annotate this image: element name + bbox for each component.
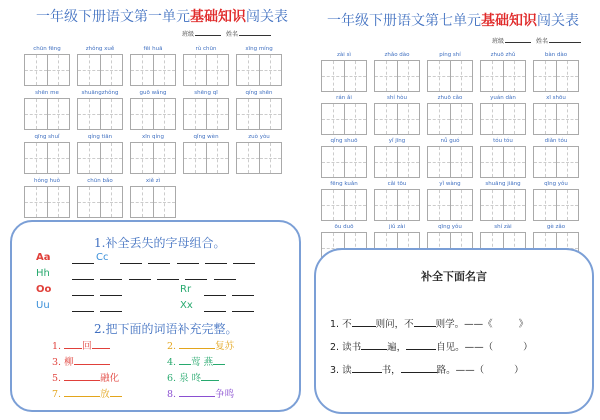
tian-zi-box[interactable] xyxy=(344,147,367,177)
pinyin-label: qíng tiān xyxy=(87,134,113,140)
left-sheet-title: 一年级下册语文第一单元基础知识闯关表 xyxy=(36,9,288,25)
tian-zi-box[interactable] xyxy=(153,99,176,129)
pinyin-cell xyxy=(427,93,473,135)
pinyin-label: yuán dàn xyxy=(490,95,516,101)
tian-zi-box[interactable] xyxy=(25,55,47,85)
tian-zi-box[interactable] xyxy=(556,61,579,91)
pinyin-cell xyxy=(480,93,526,135)
pinyin-label: guō wǎng xyxy=(139,90,167,96)
tian-zi-box[interactable] xyxy=(25,143,47,173)
writing-boxes[interactable] xyxy=(183,142,229,174)
tian-zi-box[interactable] xyxy=(503,104,526,134)
pinyin-label: chūn bǎo xyxy=(87,178,113,184)
tian-zi-box[interactable] xyxy=(450,147,473,177)
tian-zi-box[interactable] xyxy=(47,99,70,129)
tian-zi-box[interactable] xyxy=(375,104,397,134)
pinyin-cell xyxy=(236,132,282,174)
tian-zi-box[interactable] xyxy=(153,55,176,85)
pinyin-cell xyxy=(236,88,282,130)
word-item-4: 4. 莺 燕 xyxy=(167,354,225,368)
pinyin-label: rán ǎi xyxy=(336,95,352,101)
pinyin-label: fēi huā xyxy=(143,46,163,52)
writing-boxes[interactable] xyxy=(24,142,70,174)
letter-rr: Rr xyxy=(180,284,192,295)
pinyin-label: shuāngzhǒng xyxy=(81,90,119,96)
writing-boxes[interactable] xyxy=(24,54,70,86)
word-item-3: 3. 柳 xyxy=(52,354,110,368)
pinyin-cell xyxy=(77,132,123,174)
tian-zi-box[interactable] xyxy=(534,104,556,134)
tian-zi-box[interactable] xyxy=(25,99,47,129)
pinyin-label: píng shí xyxy=(439,52,461,58)
pinyin-label: zhǎo dào xyxy=(384,52,410,58)
writing-boxes[interactable] xyxy=(374,60,420,92)
tian-zi-box[interactable] xyxy=(47,55,70,85)
pinyin-label: shí zài xyxy=(494,224,512,230)
tian-zi-box[interactable] xyxy=(534,190,556,220)
pinyin-label: tóu tóu xyxy=(493,138,513,144)
pinyin-label: xīn qíng xyxy=(141,134,164,140)
pinyin-cell xyxy=(183,88,229,130)
tian-zi-box[interactable] xyxy=(78,55,100,85)
pinyin-label: ōu duō xyxy=(334,224,354,230)
pinyin-label: qīng yǒu xyxy=(438,224,462,230)
tian-zi-box[interactable] xyxy=(237,99,259,129)
pinyin-cell xyxy=(24,132,70,174)
tian-zi-box[interactable] xyxy=(100,143,123,173)
tian-zi-box[interactable] xyxy=(556,147,579,177)
pinyin-cell xyxy=(183,44,229,86)
tian-zi-box[interactable] xyxy=(450,61,473,91)
tian-zi-box[interactable] xyxy=(184,55,206,85)
pinyin-cell xyxy=(130,132,176,174)
pinyin-label: qīng yǒu xyxy=(544,181,568,187)
pinyin-label: yǐ jīng xyxy=(388,138,406,144)
tian-zi-box[interactable] xyxy=(450,104,473,134)
tian-zi-box[interactable] xyxy=(206,99,229,129)
right-sheet-meta: 班级 姓名 xyxy=(492,36,584,45)
tian-zi-box[interactable] xyxy=(322,190,344,220)
pinyin-cell xyxy=(77,44,123,86)
tian-zi-box[interactable] xyxy=(131,99,153,129)
writing-boxes[interactable] xyxy=(374,146,420,178)
writing-boxes[interactable] xyxy=(533,189,579,221)
tian-zi-box[interactable] xyxy=(534,147,556,177)
word-item-7: 7. 放 xyxy=(52,386,122,400)
pinyin-cell xyxy=(480,179,526,221)
writing-boxes[interactable] xyxy=(533,60,579,92)
pinyin-cell xyxy=(130,176,176,218)
word-item-6: 6. 泉 咚 xyxy=(167,370,219,384)
tian-zi-box[interactable] xyxy=(131,187,153,217)
quote-card xyxy=(314,248,594,414)
pinyin-cell xyxy=(480,136,526,178)
tian-zi-box[interactable] xyxy=(503,61,526,91)
word-item-8: 8. 争鸣 xyxy=(167,389,235,400)
tian-zi-box[interactable] xyxy=(481,147,503,177)
pinyin-cell xyxy=(374,136,420,178)
writing-boxes[interactable] xyxy=(533,103,579,135)
writing-boxes[interactable] xyxy=(77,98,123,130)
pinyin-cell xyxy=(321,136,367,178)
row1-blank-a xyxy=(72,254,94,267)
pinyin-cell xyxy=(427,136,473,178)
pinyin-cell xyxy=(321,179,367,221)
tian-zi-box[interactable] xyxy=(503,190,526,220)
letter-uu: Uu xyxy=(36,300,50,311)
tian-zi-box[interactable] xyxy=(397,61,420,91)
tian-zi-box[interactable] xyxy=(503,147,526,177)
pinyin-label: zhǒng xuě xyxy=(85,46,115,52)
pinyin-cell xyxy=(533,179,579,221)
pinyin-label: zhuō cǎo xyxy=(437,95,463,101)
writing-boxes[interactable] xyxy=(236,98,282,130)
tian-zi-box[interactable] xyxy=(481,104,503,134)
tian-zi-box[interactable] xyxy=(428,61,450,91)
pinyin-cell xyxy=(130,88,176,130)
tian-zi-box[interactable] xyxy=(397,190,420,220)
pinyin-label: jiǔ zài xyxy=(388,224,406,230)
pinyin-cell xyxy=(77,176,123,218)
pinyin-label: bàn dào xyxy=(544,52,568,58)
tian-zi-box[interactable] xyxy=(397,104,420,134)
pinyin-cell xyxy=(183,132,229,174)
section2-title: 2.把下面的词语补充完整。 xyxy=(94,322,238,336)
row3-blanks-a xyxy=(72,286,122,299)
tian-zi-box[interactable] xyxy=(322,104,344,134)
tian-zi-box[interactable] xyxy=(47,143,70,173)
writing-boxes[interactable] xyxy=(77,54,123,86)
pinyin-cell xyxy=(374,50,420,92)
tian-zi-box[interactable] xyxy=(428,190,450,220)
tian-zi-box[interactable] xyxy=(344,61,367,91)
pinyin-cell xyxy=(321,93,367,135)
pinyin-label: hóng huǒ xyxy=(34,178,60,184)
tian-zi-box[interactable] xyxy=(322,147,344,177)
row1-blanks xyxy=(120,254,255,267)
pinyin-label: xiě zì xyxy=(145,178,161,184)
pinyin-label: zhuō zhǔ xyxy=(490,52,516,58)
writing-boxes[interactable] xyxy=(236,54,282,86)
tian-zi-box[interactable] xyxy=(428,147,450,177)
tian-zi-box[interactable] xyxy=(397,147,420,177)
tian-zi-box[interactable] xyxy=(153,187,176,217)
quote-card-title: 补全下面名言 xyxy=(421,270,487,283)
writing-boxes[interactable] xyxy=(480,103,526,135)
letter-aa: Aa xyxy=(36,252,51,263)
writing-boxes[interactable] xyxy=(321,189,367,221)
pinyin-cell xyxy=(533,93,579,135)
pinyin-cell xyxy=(533,136,579,178)
writing-boxes[interactable] xyxy=(236,142,282,174)
pinyin-cell xyxy=(427,179,473,221)
quote-line-2: 2. 读书 遍， 自见。——（ ） xyxy=(330,342,533,353)
quote-line-1: 1. 不 则问，不 则学。——《 》 xyxy=(330,319,529,330)
tian-zi-box[interactable] xyxy=(100,187,123,217)
writing-boxes[interactable] xyxy=(533,146,579,178)
writing-boxes[interactable] xyxy=(130,142,176,174)
pinyin-label: shēn me xyxy=(35,90,59,96)
tian-zi-box[interactable] xyxy=(259,99,282,129)
writing-boxes[interactable] xyxy=(480,146,526,178)
tian-zi-box[interactable] xyxy=(556,104,579,134)
pinyin-label: shēng qī xyxy=(194,90,218,96)
writing-boxes[interactable] xyxy=(480,189,526,221)
pinyin-label: xīng míng xyxy=(245,46,273,52)
letter-xx: Xx xyxy=(180,300,193,311)
writing-boxes[interactable] xyxy=(321,146,367,178)
writing-boxes[interactable] xyxy=(24,186,70,218)
pinyin-label: qīng shuǐ xyxy=(34,134,60,140)
letter-cc: Cc xyxy=(96,252,109,263)
tian-zi-box[interactable] xyxy=(375,147,397,177)
tian-zi-box[interactable] xyxy=(344,104,367,134)
tian-zi-box[interactable] xyxy=(206,143,229,173)
tian-zi-box[interactable] xyxy=(259,55,282,85)
writing-boxes[interactable] xyxy=(77,142,123,174)
tian-zi-box[interactable] xyxy=(100,55,123,85)
writing-boxes[interactable] xyxy=(427,189,473,221)
row4-blanks-a xyxy=(72,302,122,315)
pinyin-label: cǎi tōu xyxy=(387,181,407,187)
word-item-1: 1. 回 xyxy=(52,338,110,352)
pinyin-label: zài sì xyxy=(337,52,351,58)
pinyin-label: yǐ wàng xyxy=(439,181,461,187)
letter-word-card xyxy=(10,220,301,412)
pinyin-label: nǚ guó xyxy=(440,138,460,144)
tian-zi-box[interactable] xyxy=(47,187,70,217)
tian-zi-box[interactable] xyxy=(184,143,206,173)
pinyin-cell xyxy=(24,44,70,86)
tian-zi-box[interactable] xyxy=(259,143,282,173)
pinyin-cell xyxy=(236,44,282,86)
pinyin-label: shuāng jiāng xyxy=(485,181,521,187)
writing-boxes[interactable] xyxy=(130,54,176,86)
tian-zi-box[interactable] xyxy=(206,55,229,85)
tian-zi-box[interactable] xyxy=(556,190,579,220)
tian-zi-box[interactable] xyxy=(184,99,206,129)
tian-zi-box[interactable] xyxy=(131,143,153,173)
word-item-5: 5. 融化 xyxy=(52,373,120,384)
writing-boxes[interactable] xyxy=(130,98,176,130)
pinyin-cell xyxy=(130,44,176,86)
left-pinyin-grid xyxy=(24,44,282,218)
pinyin-cell xyxy=(533,50,579,92)
section1-title: 1.补全丢失的字母组合。 xyxy=(94,236,226,250)
pinyin-cell xyxy=(24,176,70,218)
pinyin-label: diǎn tóu xyxy=(544,138,568,144)
tian-zi-box[interactable] xyxy=(322,61,344,91)
tian-zi-box[interactable] xyxy=(428,104,450,134)
pinyin-label: rù chūn xyxy=(195,46,217,52)
tian-zi-box[interactable] xyxy=(481,190,503,220)
tian-zi-box[interactable] xyxy=(534,61,556,91)
word-item-2: 2. 复苏 xyxy=(167,341,235,352)
row2-blanks xyxy=(72,270,236,283)
writing-boxes[interactable] xyxy=(374,189,420,221)
pinyin-label: xī shōu xyxy=(546,95,566,101)
pinyin-cell xyxy=(374,179,420,221)
row4-blanks-b xyxy=(204,302,254,315)
pinyin-label: shí hòu xyxy=(387,95,407,101)
writing-boxes[interactable] xyxy=(427,103,473,135)
writing-boxes[interactable] xyxy=(183,98,229,130)
tian-zi-box[interactable] xyxy=(153,143,176,173)
letter-oo: Oo xyxy=(36,284,52,295)
pinyin-cell xyxy=(77,88,123,130)
left-sheet-meta: 班级 姓名 xyxy=(182,29,274,38)
quote-line-3: 3. 读 书， 路。——（ ） xyxy=(330,365,524,376)
tian-zi-box[interactable] xyxy=(450,190,473,220)
pinyin-label: qíng shēn xyxy=(245,90,273,96)
pinyin-cell xyxy=(321,50,367,92)
writing-boxes[interactable] xyxy=(321,60,367,92)
tian-zi-box[interactable] xyxy=(78,99,100,129)
writing-boxes[interactable] xyxy=(130,186,176,218)
tian-zi-box[interactable] xyxy=(78,143,100,173)
pinyin-cell xyxy=(427,50,473,92)
tian-zi-box[interactable] xyxy=(237,143,259,173)
right-sheet-title: 一年级下册语文第七单元基础知识闯关表 xyxy=(327,13,579,29)
tian-zi-box[interactable] xyxy=(481,61,503,91)
pinyin-label: qǐng wèn xyxy=(193,134,219,140)
pinyin-cell xyxy=(480,50,526,92)
writing-boxes[interactable] xyxy=(77,186,123,218)
pinyin-label: chūn fēng xyxy=(33,46,61,52)
writing-boxes[interactable] xyxy=(24,98,70,130)
tian-zi-box[interactable] xyxy=(100,99,123,129)
tian-zi-box[interactable] xyxy=(25,187,47,217)
writing-boxes[interactable] xyxy=(480,60,526,92)
pinyin-label: gè zǎo xyxy=(546,224,566,230)
tian-zi-box[interactable] xyxy=(344,190,367,220)
row3-blanks-b xyxy=(204,286,254,299)
tian-zi-box[interactable] xyxy=(78,187,100,217)
writing-boxes[interactable] xyxy=(374,103,420,135)
pinyin-label: fēng kuǎn xyxy=(330,181,358,187)
writing-boxes[interactable] xyxy=(427,60,473,92)
pinyin-cell xyxy=(24,88,70,130)
pinyin-label: qǐng shuō xyxy=(330,138,358,144)
letter-hh: Hh xyxy=(36,268,50,279)
right-pinyin-grid xyxy=(321,50,579,264)
tian-zi-box[interactable] xyxy=(237,55,259,85)
tian-zi-box[interactable] xyxy=(375,61,397,91)
writing-boxes[interactable] xyxy=(183,54,229,86)
tian-zi-box[interactable] xyxy=(375,190,397,220)
pinyin-label: zuò yòu xyxy=(248,134,270,140)
writing-boxes[interactable] xyxy=(321,103,367,135)
pinyin-cell xyxy=(374,93,420,135)
writing-boxes[interactable] xyxy=(427,146,473,178)
tian-zi-box[interactable] xyxy=(131,55,153,85)
